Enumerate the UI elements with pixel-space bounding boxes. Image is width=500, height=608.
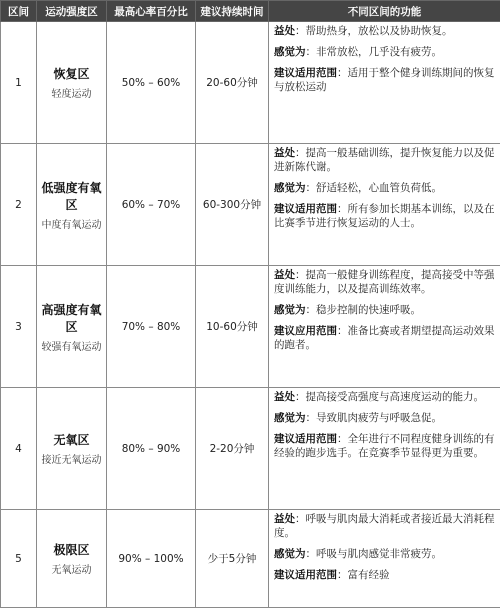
zone-cell xyxy=(37,266,107,388)
feeling-block: 感觉为：稳步控制的快速呼吸。 xyxy=(274,304,421,316)
benefit-text: 帮助热身，放松以及协助恢复。 xyxy=(305,25,453,37)
zone-subtitle: 接近无氧运动 xyxy=(41,455,102,466)
header-intensity: 运动强度区 xyxy=(37,1,107,22)
duration: 少于5分钟 xyxy=(196,510,269,608)
hr-percent: 80% – 90% xyxy=(107,388,196,510)
scope-label: 建议应用范围 xyxy=(274,325,337,337)
benefit-block: 益处：提高接受高强度与高速度运动的能力。 xyxy=(274,391,484,403)
zone-name: 低强度有氧区 xyxy=(41,180,102,212)
feeling-text: 舒适轻松，心血管负荷低。 xyxy=(316,182,442,194)
benefit-label: 益处 xyxy=(274,391,295,403)
benefit-text: 提高接受高强度与高速度运动的能力。 xyxy=(305,391,484,403)
feeling-block: 感觉为：舒适轻松，心血管负荷低。 xyxy=(274,182,442,194)
feeling-block: 感觉为：导致肌肉疲劳与呼吸急促。 xyxy=(274,412,442,424)
zone-cell xyxy=(37,510,107,608)
scope-text: 全年进行不同程度健身训练的有经验的跑步选手。在竞赛季节显得更为重要。 xyxy=(274,433,495,459)
scope-block: 建议适用范围：适用于整个健身训练期间的恢复与放松运动 xyxy=(274,67,495,93)
table-row xyxy=(1,388,500,510)
header-functions: 不同区间的功能 xyxy=(269,1,500,22)
zone-subtitle: 较强有氧运动 xyxy=(41,341,102,353)
duration: 60-300分钟 xyxy=(196,144,269,266)
duration: 2-20分钟 xyxy=(196,388,269,510)
zone-name: 极限区 xyxy=(53,543,90,557)
header-zone-index: 区间 xyxy=(1,1,37,22)
table-header-row xyxy=(1,1,500,22)
scope-label: 建议适用范围 xyxy=(274,67,337,79)
zone-name: 高强度有氧区 xyxy=(41,302,102,334)
scope-label: 建议适用范围 xyxy=(274,569,337,581)
scope-text: 所有参加长期基本训练，以及在比赛季节进行恢复运动的人士。 xyxy=(274,203,495,229)
duration: 10-60分钟 xyxy=(196,266,269,388)
scope-block: 建议应用范围：准备比赛或者期望提高运动效果的跑者。 xyxy=(274,325,495,351)
zone-cell xyxy=(37,22,107,144)
benefit-block: 益处：帮助热身，放松以及协助恢复。 xyxy=(274,25,453,37)
hr-percent: 70% – 80% xyxy=(107,266,196,388)
zone-subtitle: 中度有氧运动 xyxy=(41,219,102,231)
functions-cell xyxy=(269,22,500,144)
scope-block: 建议适用范围：富有经验 xyxy=(274,569,390,581)
zone-cell xyxy=(37,144,107,266)
scope-block: 建议适用范围：全年进行不同程度健身训练的有经验的跑步选手。在竞赛季节显得更为重要。 xyxy=(274,433,495,459)
table-row xyxy=(1,266,500,388)
table-row xyxy=(1,22,500,144)
zone-index: 1 xyxy=(1,22,37,144)
benefit-block: 益处：提高一般基础训练，提升恢复能力以及促进新陈代谢。 xyxy=(274,147,495,173)
zone-subtitle: 轻度运动 xyxy=(51,89,92,100)
feeling-label: 感觉为 xyxy=(274,548,306,560)
benefit-label: 益处 xyxy=(274,269,295,281)
scope-label: 建议适用范围 xyxy=(274,433,337,445)
scope-text: 准备比赛或者期望提高运动效果的跑者。 xyxy=(274,325,495,351)
header-max-hr-percent: 最高心率百分比 xyxy=(107,1,196,22)
functions-cell xyxy=(269,388,500,510)
hr-percent: 90% – 100% xyxy=(107,510,196,608)
zone-index: 4 xyxy=(1,388,37,510)
feeling-label: 感觉为 xyxy=(274,412,306,424)
feeling-text: 呼吸与肌肉感觉非常疲劳。 xyxy=(316,548,442,560)
feeling-block: 感觉为：非常放松，几乎没有疲劳。 xyxy=(274,46,442,58)
zone-index: 3 xyxy=(1,266,37,388)
feeling-text: 非常放松，几乎没有疲劳。 xyxy=(316,46,442,58)
zone-subtitle: 无氧运动 xyxy=(51,565,92,576)
feeling-text: 稳步控制的快速呼吸。 xyxy=(316,304,421,316)
feeling-label: 感觉为 xyxy=(274,304,306,316)
feeling-label: 感觉为 xyxy=(274,46,306,58)
header-duration: 建议持续时间 xyxy=(196,1,269,22)
functions-cell xyxy=(269,144,500,266)
table-row xyxy=(1,510,500,608)
feeling-block: 感觉为：呼吸与肌肉感觉非常疲劳。 xyxy=(274,548,442,560)
zone-index: 5 xyxy=(1,510,37,608)
benefit-label: 益处 xyxy=(274,513,295,525)
benefit-block: 益处：提高一般健身训练程度，提高接受中等强度训练能力，以及提高训练效率。 xyxy=(274,269,495,295)
benefit-text: 呼吸与肌肉最大消耗或者接近最大消耗程度。 xyxy=(274,513,495,539)
functions-cell xyxy=(269,266,500,388)
hr-percent: 60% – 70% xyxy=(107,144,196,266)
scope-label: 建议适用范围 xyxy=(274,203,337,215)
benefit-label: 益处 xyxy=(274,25,295,37)
scope-block: 建议适用范围：所有参加长期基本训练，以及在比赛季节进行恢复运动的人士。 xyxy=(274,203,495,229)
benefit-label: 益处 xyxy=(274,147,295,159)
hr-percent: 50% – 60% xyxy=(107,22,196,144)
scope-text: 富有经验 xyxy=(347,569,390,581)
zone-index: 2 xyxy=(1,144,37,266)
zone-name: 恢复区 xyxy=(53,67,90,81)
duration: 20-60分钟 xyxy=(196,22,269,144)
table-row xyxy=(1,144,500,266)
feeling-text: 导致肌肉疲劳与呼吸急促。 xyxy=(316,412,442,424)
zone-cell xyxy=(37,388,107,510)
functions-cell xyxy=(269,510,500,608)
scope-text: 适用于整个健身训练期间的恢复与放松运动 xyxy=(274,67,495,93)
zone-name: 无氧区 xyxy=(53,433,90,447)
benefit-text: 提高一般健身训练程度，提高接受中等强度训练能力，以及提高训练效率。 xyxy=(274,269,495,295)
benefit-block: 益处：呼吸与肌肉最大消耗或者接近最大消耗程度。 xyxy=(274,513,495,539)
feeling-label: 感觉为 xyxy=(274,182,306,194)
benefit-text: 提高一般基础训练，提升恢复能力以及促进新陈代谢。 xyxy=(274,147,495,173)
